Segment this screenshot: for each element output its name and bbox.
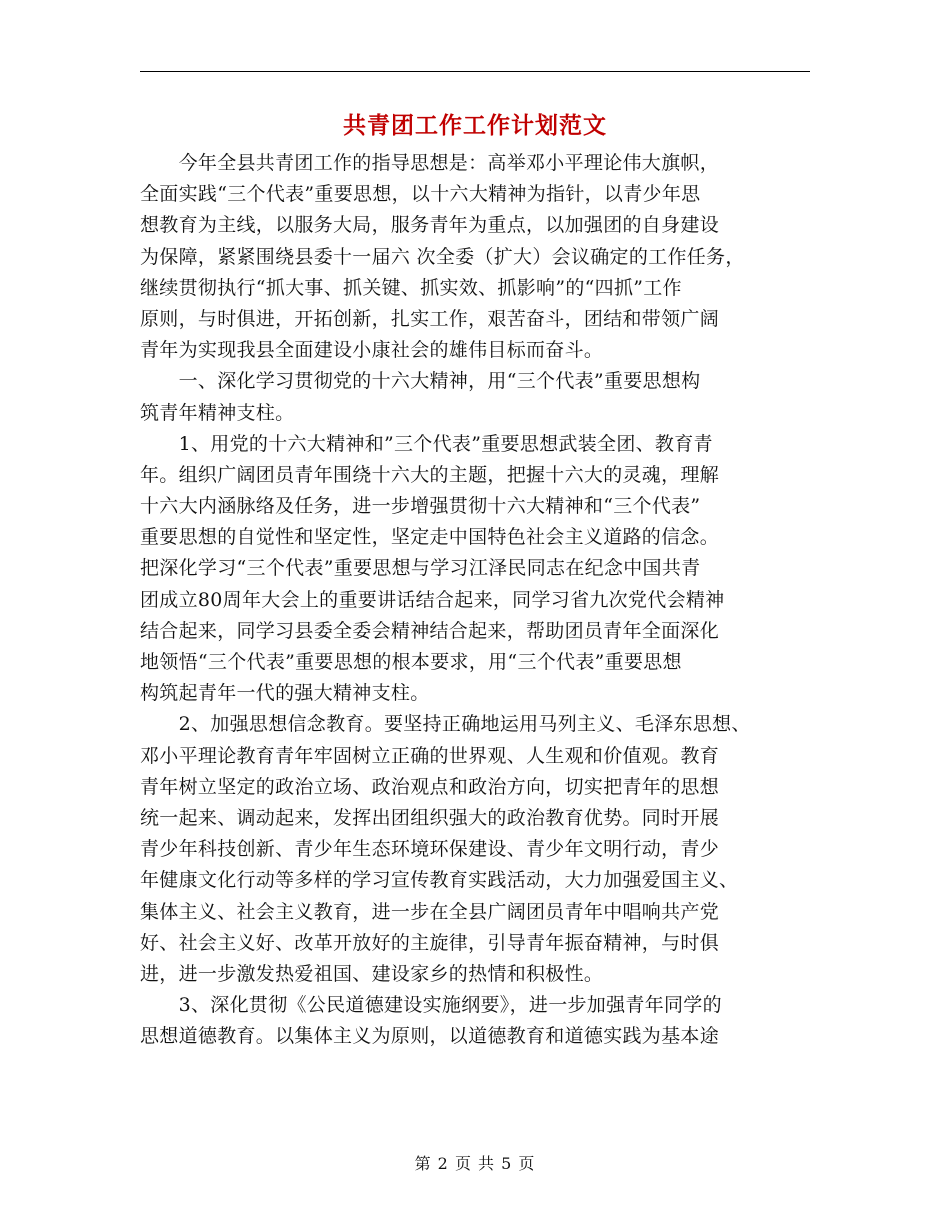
body-text-line: 继续贯彻执行“抓大事、抓关键、抓实效、抓影响”的“四抓”工作	[140, 276, 682, 299]
body-text-line: 十六大内涵脉络及任务，进一步增强贯彻十六大精神和“三个代表”	[140, 495, 701, 518]
body-text-line: 筑青年精神支柱。	[140, 401, 295, 424]
body-text-line: 年健康文化行动等多样的学习宣传教育实践活动，大力加强爱国主义、	[140, 869, 739, 892]
body-text-line: 年。组织广阔团员青年围绕十六大的主题，把握十六大的灵魂，理解	[140, 463, 720, 486]
body-text-line: 3、深化贯彻《公民道德建设实施纲要》，进一步加强青年同学的	[140, 994, 722, 1017]
body-text-line: 全面实践“三个代表”重要思想，以十六大精神为指针，以青少年思	[140, 183, 701, 206]
body-text-line: 原则，与时俱进，开拓创新，扎实工作，艰苦奋斗，团结和带领广阔	[140, 307, 720, 330]
body-text-line: 团成立80周年大会上的重要讲话结合起来，同学习省九次党代会精神	[140, 588, 725, 611]
body-text-line: 1、用党的十六大精神和”三个代表”重要思想武装全团、教育青	[140, 432, 713, 455]
body-text-line: 地领悟“三个代表”重要思想的根本要求，用“三个代表”重要思想	[140, 651, 682, 673]
body-text-line: 2、加强思想信念教育。要坚持正确地运用马列主义、毛泽东思想、	[140, 713, 751, 736]
document-title: 共青团工作工作计划范文	[343, 113, 607, 139]
body-text-line: 青年树立坚定的政治立场、政治观点和政治方向，切实把青年的思想	[140, 775, 720, 798]
body-text-line: 一、深化学习贯彻党的十六大精神，用“三个代表”重要思想构	[140, 370, 701, 393]
header-rule	[140, 71, 810, 72]
body-text-line: 想教育为主线，以服务大局，服务青年为重点，以加强团的自身建设	[140, 214, 720, 237]
body-text-line: 青年为实现我县全面建设小康社会的雄伟目标而奋斗。	[140, 339, 604, 362]
body-text-line: 为保障，紧紧围绕县委十一届六 次全委（扩大）会议确定的工作任务，	[140, 245, 745, 268]
body-text-line: 青少年科技创新、青少年生态环境环保建设、青少年文明行动，青少	[140, 838, 720, 861]
body-text-line: 集体主义、社会主义教育，进一步在全县广阔团员青年中唱响共产党	[140, 900, 720, 923]
body-text-line: 今年全县共青团工作的指导思想是：高举邓小平理论伟大旗帜，	[140, 152, 720, 174]
body-text-line: 思想道德教育。以集体主义为原则，以道德教育和道德实践为基本途	[140, 1025, 720, 1048]
body-text-line: 统一起来、调动起来，发挥出团组织强大的政治教育优势。同时开展	[140, 806, 720, 829]
body-text-line: 重要思想的自觉性和坚定性，坚定走中国特色社会主义道路的信念。	[140, 526, 720, 549]
body-text-line: 构筑起青年一代的强大精神支柱。	[140, 682, 430, 705]
body-text-line: 结合起来，同学习县委全委会精神结合起来，帮助团员青年全面深化	[140, 619, 720, 642]
body-text-line: 好、社会主义好、改革开放好的主旋律，引导青年振奋精神，与时俱	[140, 931, 720, 954]
body-text-line: 把深化学习“三个代表”重要思想与学习江泽民同志在纪念中国共青	[140, 557, 701, 580]
body-text-line: 邓小平理论教育青年牢固树立正确的世界观、人生观和价值观。教育	[140, 744, 720, 767]
body-text-line: 进，进一步激发热爱祖国、建设家乡的热情和积极性。	[140, 962, 604, 985]
document-body	[140, 148, 810, 1052]
page-number: 第 2 页 共 5 页	[414, 1154, 536, 1173]
